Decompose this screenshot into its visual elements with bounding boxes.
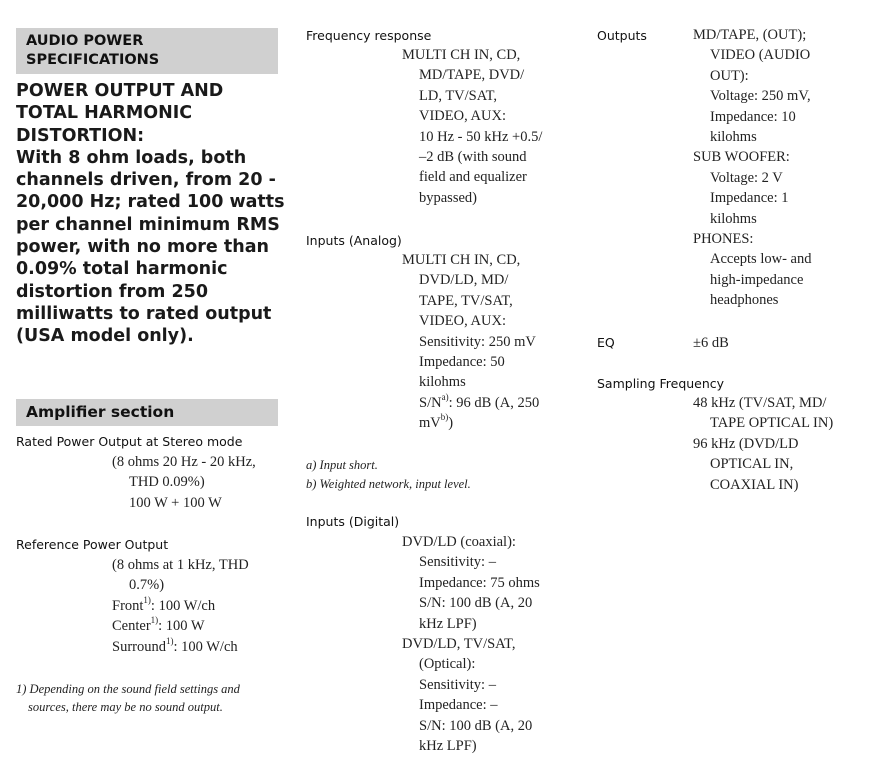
outputs-label: Outputs: [597, 28, 647, 43]
spec-line: OPTICAL IN,: [710, 456, 794, 473]
spec-line: 100 W + 100 W: [129, 494, 222, 511]
spec-line: high-impedance: [710, 271, 804, 288]
power-line: per channel minimum RMS: [16, 214, 280, 235]
spec-line: (8 ohms 20 Hz - 20 kHz,: [112, 454, 256, 470]
rated-power-label: Rated Power Output at Stereo mode: [16, 434, 243, 449]
spec-line: MD/TAPE, (OUT);: [693, 27, 807, 43]
power-line: With 8 ohm loads, both: [16, 147, 247, 168]
spec-line: Voltage: 250 mV,: [710, 88, 811, 105]
power-line: channels driven, from 20 -: [16, 170, 276, 191]
audio-power-section-header: [16, 28, 278, 74]
spec-line: Impedance: 75 ohms: [419, 574, 540, 591]
power-line: 20,000 Hz; rated 100 watts: [16, 192, 285, 213]
rated-power-values: [112, 452, 256, 513]
amplifier-section-title: Amplifier section: [26, 403, 175, 421]
spec-line: S/N: 100 dB (A, 20: [419, 595, 533, 612]
footnote-a: a) Input short.: [306, 458, 378, 472]
spec-line: Impedance: 1: [710, 190, 789, 207]
spec-line: Sensitivity: –: [419, 554, 496, 571]
spec-line: 0.7%): [129, 577, 165, 594]
audio-power-title: AUDIO POWER SPECIFICATIONS: [26, 33, 160, 68]
power-line: distortion from 250: [16, 281, 209, 302]
eq-label: EQ: [597, 335, 615, 350]
power-output-statement: [16, 80, 285, 348]
spec-line: COAXIAL IN): [710, 476, 799, 493]
spec-line: headphones: [710, 292, 779, 309]
spec-line: OUT):: [710, 67, 749, 84]
power-line: 0.09% total harmonic: [16, 259, 228, 280]
spec-line: kHz LPF): [419, 615, 477, 632]
inputs-digital-values: [402, 532, 540, 756]
spec-line: 96 kHz (DVD/LD: [693, 435, 799, 452]
footnote-sound-field: 1) Depending on the sound field settings and sources, there may be no sound output.: [16, 682, 240, 714]
power-line: (USA model only).: [16, 326, 194, 347]
spec-line: TAPE OPTICAL IN): [710, 415, 834, 432]
spec-line: Voltage: 2 V: [710, 169, 783, 186]
spec-line: DVD/LD (coaxial):: [402, 534, 516, 550]
spec-line: Impedance: –: [419, 697, 498, 714]
spec-line: kHz LPF): [419, 738, 477, 755]
spec-line: 48 kHz (TV/SAT, MD/: [693, 395, 827, 411]
spec-line: Accepts low- and: [710, 251, 812, 268]
sampling-frequency-values: [693, 393, 833, 495]
reference-power-values: [112, 555, 249, 657]
spec-line: DVD/LD, TV/SAT,: [402, 636, 516, 653]
spec-line: (Optical):: [419, 656, 476, 673]
spec-line: Sensitivity: –: [419, 676, 496, 693]
spec-line: VIDEO (AUDIO: [710, 47, 811, 64]
spec-line: Impedance: 10: [710, 108, 796, 125]
spec-line: kilohms: [710, 129, 757, 146]
spec-line: S/N: 100 dB (A, 20: [419, 717, 533, 734]
inputs-digital-label: Inputs (Digital): [306, 514, 400, 529]
analog-sn-cont-line: $mV^{b)}$): [419, 412, 454, 432]
spec-line: kilohms: [710, 210, 757, 227]
frequency-response-label: Frequency response: [306, 28, 432, 43]
reference-power-label: Reference Power Output: [16, 537, 169, 552]
frequency-response-values: MULTI CH IN, CD, MD/TAPE, DVD/ LD, TV/SAT, VIDEO, AUX: 10 Hz - 50 kHz +0.5/ –2 dB (with sound field and equalizer bypassed): [402, 47, 543, 206]
power-line: POWER OUTPUT AND: [16, 81, 224, 101]
ref-center-line: Center$^{1)}$: 100 W: [112, 615, 205, 635]
spec-line: THD 0.09%): [129, 474, 205, 491]
sampling-frequency-label: Sampling Frequency: [597, 376, 725, 391]
spec-line: SUB WOOFER:: [693, 149, 790, 166]
power-line: TOTAL HARMONIC: [16, 103, 193, 124]
inputs-analog-label: Inputs (Analog): [306, 233, 402, 248]
ref-front-line: Front$^{1)}$: 100 W/ch: [112, 594, 216, 614]
outputs-values: [693, 25, 811, 311]
inputs-analog-values: MULTI CH IN, CD, DVD/LD, MD/ TAPE, TV/SAT, VIDEO, AUX: Sensitivity: 250 mV Impedance: 50 kilohms $S/N^{a)}$: 96 dB (A, 250 $mV^{b)}$): [402, 250, 539, 434]
ref-surround-line: Surround$^{1)}$: 100 W/ch: [112, 635, 238, 655]
power-line: milliwatts to rated output: [16, 303, 272, 324]
power-line: power, with no more than: [16, 237, 269, 258]
analog-sn-line: $S/N^{a)}$: 96 dB (A, 250: [419, 392, 540, 411]
footnote-b: b) Weighted network, input level.: [306, 477, 471, 491]
amplifier-section-header: [16, 399, 278, 426]
power-line: DISTORTION:: [16, 125, 145, 146]
spec-line: (8 ohms at 1 kHz, THD: [112, 557, 249, 573]
eq-value: ±6 dB: [693, 335, 729, 351]
spec-line: PHONES:: [693, 231, 754, 248]
